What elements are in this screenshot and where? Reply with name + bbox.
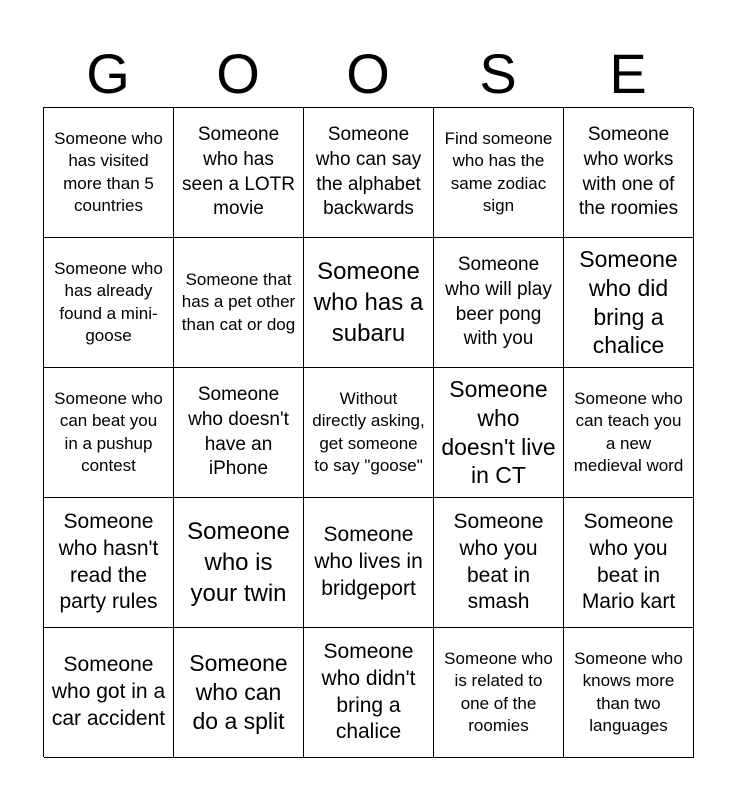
cell-text: Without directly asking, get someone to say "goose"	[312, 388, 425, 475]
bingo-cell[interactable]	[174, 368, 304, 498]
bingo-cell[interactable]	[44, 238, 174, 368]
cell-text: Someone who is related to one of the roomies	[444, 648, 553, 735]
bingo-header	[43, 40, 693, 108]
header-letter-e: E	[609, 42, 647, 105]
cell-text: Someone who has already found a mini-goose	[54, 258, 163, 345]
cell-text: Someone who lives in bridgeport	[314, 523, 423, 600]
bingo-grid	[43, 107, 693, 757]
cell-text: Someone who can say the alphabet backwards	[315, 124, 422, 220]
cell-text: Someone who you beat in Mario kart	[581, 509, 676, 614]
cell-text: Someone who got in a car accident	[51, 653, 166, 730]
cell-text: Someone who can beat you in a pushup contest	[54, 388, 163, 475]
bingo-cell[interactable]	[44, 368, 174, 498]
bingo-cell[interactable]	[174, 238, 304, 368]
cell-text: Someone who you beat in smash	[453, 509, 544, 614]
cell-text: Someone who can do a split	[189, 650, 288, 734]
cell-text: Someone who didn't bring a chalice	[321, 639, 416, 744]
bingo-cell[interactable]	[564, 238, 694, 368]
cell-text: Someone that has a pet other than cat or dog	[181, 269, 296, 334]
cell-text: Someone who works with one of the roomies	[578, 124, 679, 220]
bingo-cell[interactable]	[564, 368, 694, 498]
bingo-cell[interactable]	[564, 628, 694, 758]
cell-text: Someone who has visited more than 5 countries	[54, 128, 163, 215]
cell-text: Someone who has a subaru	[313, 257, 424, 348]
cell-text: Someone who will play beer pong with you	[445, 254, 552, 350]
cell-text: Someone who doesn't live in CT	[441, 375, 556, 489]
cell-text: Someone who doesn't have an iPhone	[188, 384, 289, 480]
bingo-cell[interactable]	[564, 498, 694, 628]
cell-text: Someone who did bring a chalice	[579, 245, 678, 359]
bingo-cell[interactable]	[174, 628, 304, 758]
cell-text: Someone who hasn't read the party rules	[58, 509, 159, 614]
header-letter-s: S	[479, 42, 517, 105]
bingo-cell[interactable]	[174, 498, 304, 628]
cell-text: Someone who has seen a LOTR movie	[182, 124, 295, 220]
bingo-cell[interactable]	[434, 238, 564, 368]
bingo-cell[interactable]	[304, 498, 434, 628]
bingo-cell[interactable]	[434, 368, 564, 498]
bingo-cell[interactable]	[434, 108, 564, 238]
bingo-cell[interactable]	[434, 498, 564, 628]
bingo-cell[interactable]	[44, 628, 174, 758]
bingo-cell[interactable]	[304, 108, 434, 238]
bingo-cell[interactable]	[564, 108, 694, 238]
bingo-cell[interactable]	[44, 498, 174, 628]
header-letter-o2: O	[346, 42, 390, 105]
bingo-cell[interactable]	[174, 108, 304, 238]
cell-text: Someone who is your twin	[187, 517, 290, 608]
bingo-cell[interactable]	[304, 238, 434, 368]
cell-text: Someone who can teach you a new medieval word	[573, 388, 684, 475]
cell-text: Someone who knows more than two languages	[574, 648, 683, 735]
header-letter-o1: O	[216, 42, 260, 105]
bingo-cell[interactable]	[44, 108, 174, 238]
header-letter-g: G	[86, 42, 130, 105]
bingo-cell[interactable]	[304, 368, 434, 498]
bingo-cell[interactable]	[304, 628, 434, 758]
bingo-cell[interactable]	[434, 628, 564, 758]
cell-text: Find someone who has the same zodiac sign	[444, 128, 553, 215]
